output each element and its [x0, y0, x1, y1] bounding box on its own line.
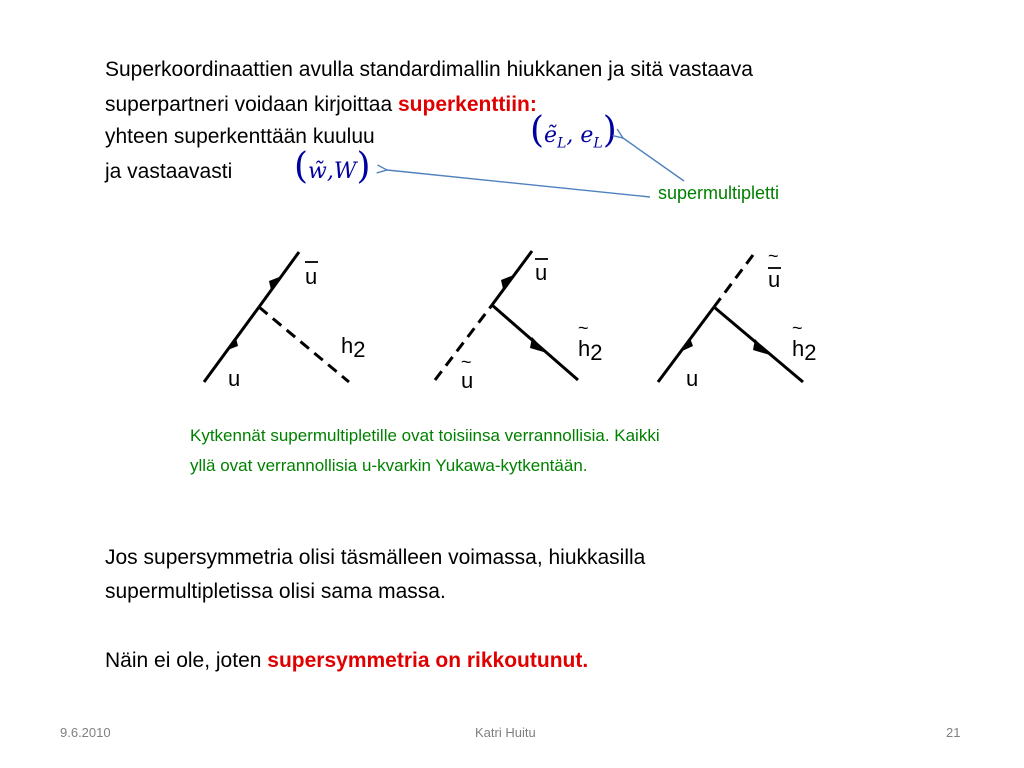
d1-label-right — [341, 333, 366, 362]
d2-label-right-sub: 2 — [590, 340, 603, 365]
comma-1: , — [566, 123, 574, 148]
footer-page-number: 21 — [946, 725, 961, 740]
electron-symbol: e — [580, 123, 594, 148]
note-line-2: yllä ovat verrannollisia u-kvarkin Yukawa-kytkentään. — [190, 456, 588, 475]
note-line-1: Kytkennät supermultipletille ovat toisiinsa verrannollisia. Kaikki — [190, 426, 660, 445]
d1-label-top: u — [305, 264, 318, 289]
intro-line-1: Superkoordinaattien avulla standardimallin hiukkanen ja sitä vastaava — [105, 58, 753, 81]
d2-quark-line — [492, 251, 532, 305]
d2-arrow-out — [501, 275, 514, 289]
d1-label-bottom: u — [228, 366, 241, 391]
body-line-3-text: Näin ei ole, joten — [105, 649, 268, 672]
intro-line-3: yhteen superkenttään kuuluu — [105, 125, 375, 148]
d3-label-right — [792, 336, 817, 365]
body-line-3 — [105, 645, 588, 676]
vertex-diagram-1 — [204, 252, 366, 391]
body-line-2: supermultipletissa olisi sama massa. — [105, 580, 446, 603]
d2-arrow-higgsino — [530, 337, 547, 353]
w-boson-symbol: W — [333, 159, 357, 184]
d2-label-top: u — [535, 260, 548, 285]
d3-label-right-sub: 2 — [804, 340, 817, 365]
vertex-diagram-2 — [435, 251, 603, 393]
vertex-diagram-3 — [658, 246, 817, 391]
d3-tilde-right: ~ — [792, 318, 803, 338]
d2-label-bottom: u — [461, 368, 474, 393]
open-paren-2: ( — [294, 146, 309, 187]
d3-arrow-higgsino — [753, 339, 770, 355]
d3-tilde-top: ~ — [768, 246, 779, 266]
comma-2: , — [326, 159, 334, 184]
conclusion-highlight: supersymmetria on rikkoutunut. — [267, 649, 589, 672]
d1-label-right-main: h — [341, 333, 354, 358]
d3-label-top: u — [768, 267, 781, 292]
open-paren: ( — [530, 110, 545, 151]
intro-line-4: ja vastaavasti — [105, 160, 233, 183]
selectron-symbol: ẽ — [544, 123, 558, 148]
d1-arrow-out — [269, 276, 282, 290]
d1-arrow-in — [225, 338, 238, 351]
d1-label-right-sub: 2 — [353, 337, 366, 362]
close-paren-2: ) — [356, 146, 371, 187]
d3-label-right-main: h — [792, 336, 805, 361]
superfield-highlight: superkenttiin: — [398, 93, 537, 116]
d2-tilde-right: ~ — [578, 318, 589, 338]
d3-label-bottom: u — [686, 366, 699, 391]
wino-symbol: w̃ — [308, 159, 327, 184]
selectron-subscript: L — [557, 135, 567, 152]
body-line-1: Jos supersymmetria olisi täsmälleen voimassa, hiukkasilla — [105, 546, 646, 569]
d1-higgs-line — [259, 307, 349, 382]
footer-date: 9.6.2010 — [60, 725, 111, 740]
intro-line-2-text: superpartneri voidaan kirjoittaa — [105, 93, 398, 116]
d2-label-right-main: h — [578, 336, 591, 361]
supermultiplet-label: supermultipletti — [658, 183, 780, 203]
footer-author: Katri Huitu — [475, 725, 536, 740]
d3-squark-line — [714, 251, 756, 307]
d2-label-right — [578, 336, 603, 365]
d2-tilde-bottom: ~ — [461, 352, 472, 372]
close-paren: ) — [602, 110, 617, 151]
electron-subscript: L — [593, 135, 603, 152]
